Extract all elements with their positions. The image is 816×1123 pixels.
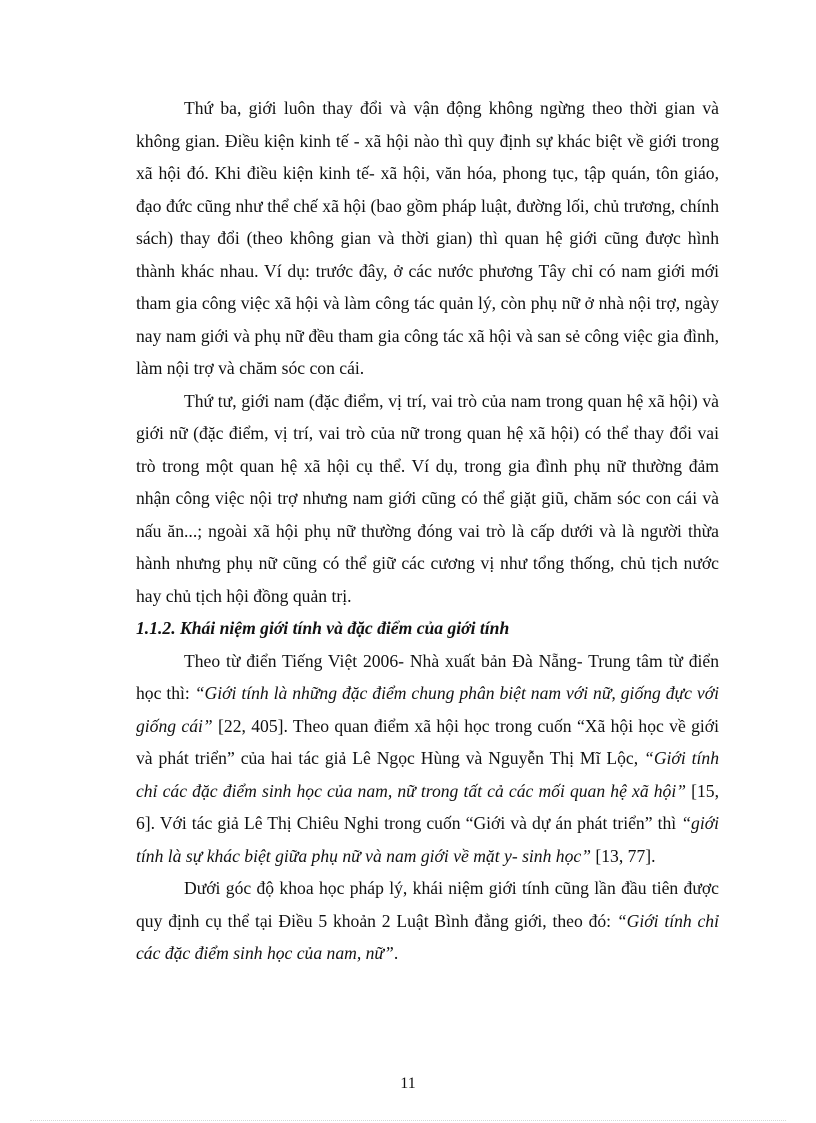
page-number: 11 [400, 1075, 416, 1092]
text-run: Dưới góc độ khoa học pháp lý, khái niệm giới tính cũng lần đầu tiên được quy định cụ thể tại Điều 5 khoản 2 Luật Bình đẳng giới, theo đó: [136, 878, 719, 931]
footer-divider [30, 1120, 786, 1121]
quote-law: “Giới tính chỉ các đặc điểm sinh học của nam, nữ” [136, 910, 719, 963]
paragraph-definitions [136, 645, 719, 873]
text-run: [15, 6]. Với tác giả Lê Thị Chiêu Nghi trong cuốn “Giới và dự án phát triển” thì [136, 780, 719, 833]
text-run: [22, 405]. Theo quan điểm xã hội học trong cuốn “Xã hội học về giới và phát triển” của hai tác giả Lê Ngọc Hùng và Nguyễn Thị Mĩ Lộc, [136, 715, 719, 768]
page-body [136, 92, 719, 970]
paragraph-legal [136, 872, 719, 970]
paragraph-fourth-point: Thứ tư, giới nam (đặc điểm, vị trí, vai trò của nam trong quan hệ xã hội) và giới nữ (đặc điểm, vị trí, vai trò của nữ trong quan hệ xã hội) có thể thay đổi vai trò trong một quan hệ xã hội cụ thể. Ví dụ, trong gia đình phụ nữ thường đảm nhận công việc nội trợ nhưng nam giới cũng có thể giặt giũ, chăm sóc con cái và nấu ăn...; ngoài xã hội phụ nữ thường đóng vai trò là cấp dưới và là người thừa hành nhưng phụ nữ cũng có thể giữ các cương vị như tổng thống, chủ tịch nước hay chủ tịch hội đồng quản trị. [136, 390, 719, 606]
quote-sociology: “Giới tính chỉ các đặc điểm sinh học của nam, nữ trong tất cả các mối quan hệ xã hội” [136, 748, 719, 801]
quote-dictionary: “Giới tính là những đặc điểm chung phân biệt nam với nữ, giống đực với giống cái” [136, 683, 719, 736]
quote-development: “giới tính là sự khác biệt giữa phụ nữ và nam giới về mặt y- sinh học” [136, 813, 719, 866]
text-run: [13, 77]. [591, 845, 656, 866]
section-heading: 1.1.2. Khái niệm giới tính và đặc điểm của giới tính [136, 618, 510, 638]
text-run: . [393, 943, 399, 963]
text-run: Theo từ điển Tiếng Việt 2006- Nhà xuất bản Đà Nẵng- Trung tâm từ điển học thì: [136, 650, 719, 703]
paragraph-third-point: Thứ ba, giới luôn thay đổi và vận động không ngừng theo thời gian và không gian. Điều kiện kinh tế - xã hội nào thì quy định sự khác biệt về giới trong xã hội đó. Khi điều kiện kinh tế- xã hội, văn hóa, phong tục, tập quán, tôn giáo, đạo đức cũng như thể chế xã hội (bao gồm pháp luật, đường lối, chủ trương, chính sách) thay đổi (theo không gian và thời gian) thì quan hệ giới cũng được hình thành khác nhau. Ví dụ: trước đây, ở các nước phương Tây chỉ có nam giới mới tham gia công việc xã hội và làm công tác quản lý, còn phụ nữ ở nhà nội trợ, ngày nay nam giới và phụ nữ đều tham gia công tác xã hội và san sẻ công việc gia đình, làm nội trợ và chăm sóc con cái. [136, 98, 719, 378]
